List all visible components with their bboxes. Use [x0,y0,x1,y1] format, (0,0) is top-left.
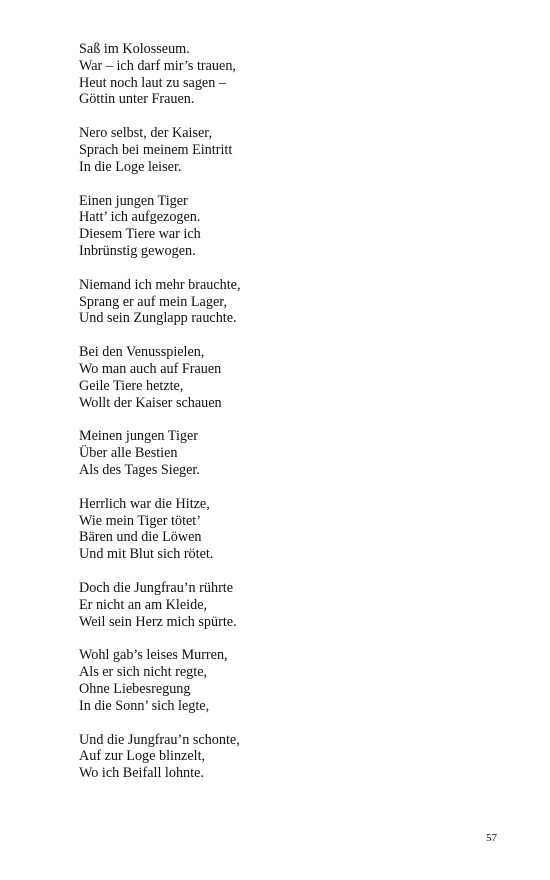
poem-line: Doch die Jungfrau’n rührte [79,579,234,596]
poem-line: Über alle Bestien [79,445,178,462]
poem-line: Sprach bei meinem Eintritt [79,141,233,158]
stanza [79,125,499,175]
poem-line: Wollt der Kaiser schauen [79,394,222,411]
stanza [79,277,499,327]
poem-line: Herrlich war die Hitze, [79,495,210,512]
poem-line: Wo man auch auf Frauen [79,360,222,377]
stanza [79,496,499,563]
poem-line: Meinen jungen Tiger [79,428,199,445]
poem-line: Saß im Kolosseum. [79,41,190,57]
poem-line: Als des Tages Sieger. [79,461,200,478]
poem-line: Nero selbst, der Kaiser, [79,125,212,142]
page-number: 57 [486,832,497,844]
stanza [79,193,499,260]
poem-line: In die Loge leiser. [79,158,182,175]
poem-line: Wie mein Tiger tötet’ [79,512,201,529]
poem-line: Bei den Venusspielen, [79,344,205,361]
poem-line: Auf zur Loge blinzelt, [79,748,206,765]
poem-line: In die Sonn’ sich legte, [79,697,210,714]
stanza [79,41,499,108]
poem-line: Hatt’ ich aufgezogen. [79,209,201,226]
poem-line: Bären und die Löwen [79,529,202,546]
poem-line: Sprang er auf mein Lager, [79,293,227,310]
poem-line: Ohne Liebesregung [79,680,191,697]
poem-line: Inbrünstig gewogen. [79,242,196,259]
poem-line: Heut noch laut zu sagen – [79,74,226,91]
poem-line: War – ich darf mir’s trauen, [79,57,236,74]
poem-line: Göttin unter Frauen. [79,91,195,108]
stanza [79,732,499,782]
poem-line: Er nicht an am Kleide, [79,596,208,613]
poem-body [79,41,499,799]
poem-line: Geile Tiere hetzte, [79,377,184,394]
poem-line: Und mit Blut sich rötet. [79,546,214,563]
poem-line: Niemand ich mehr brauchte, [79,276,241,293]
poem-line: Und sein Zunglapp rauchte. [79,310,237,327]
stanza [79,428,499,478]
poem-line: Wohl gab’s leises Murren, [79,647,228,664]
poem-line: Einen jungen Tiger [79,192,188,209]
poem-line: Als er sich nicht regte, [79,664,208,681]
poem-line: Und die Jungfrau’n schonte, [79,731,240,748]
poem-line: Weil sein Herz mich spürte. [79,613,237,630]
stanza [79,344,499,411]
stanza [79,580,499,630]
stanza [79,647,499,714]
poem-line: Diesem Tiere war ich [79,226,201,243]
poem-line: Wo ich Beifall lohnte. [79,765,204,782]
